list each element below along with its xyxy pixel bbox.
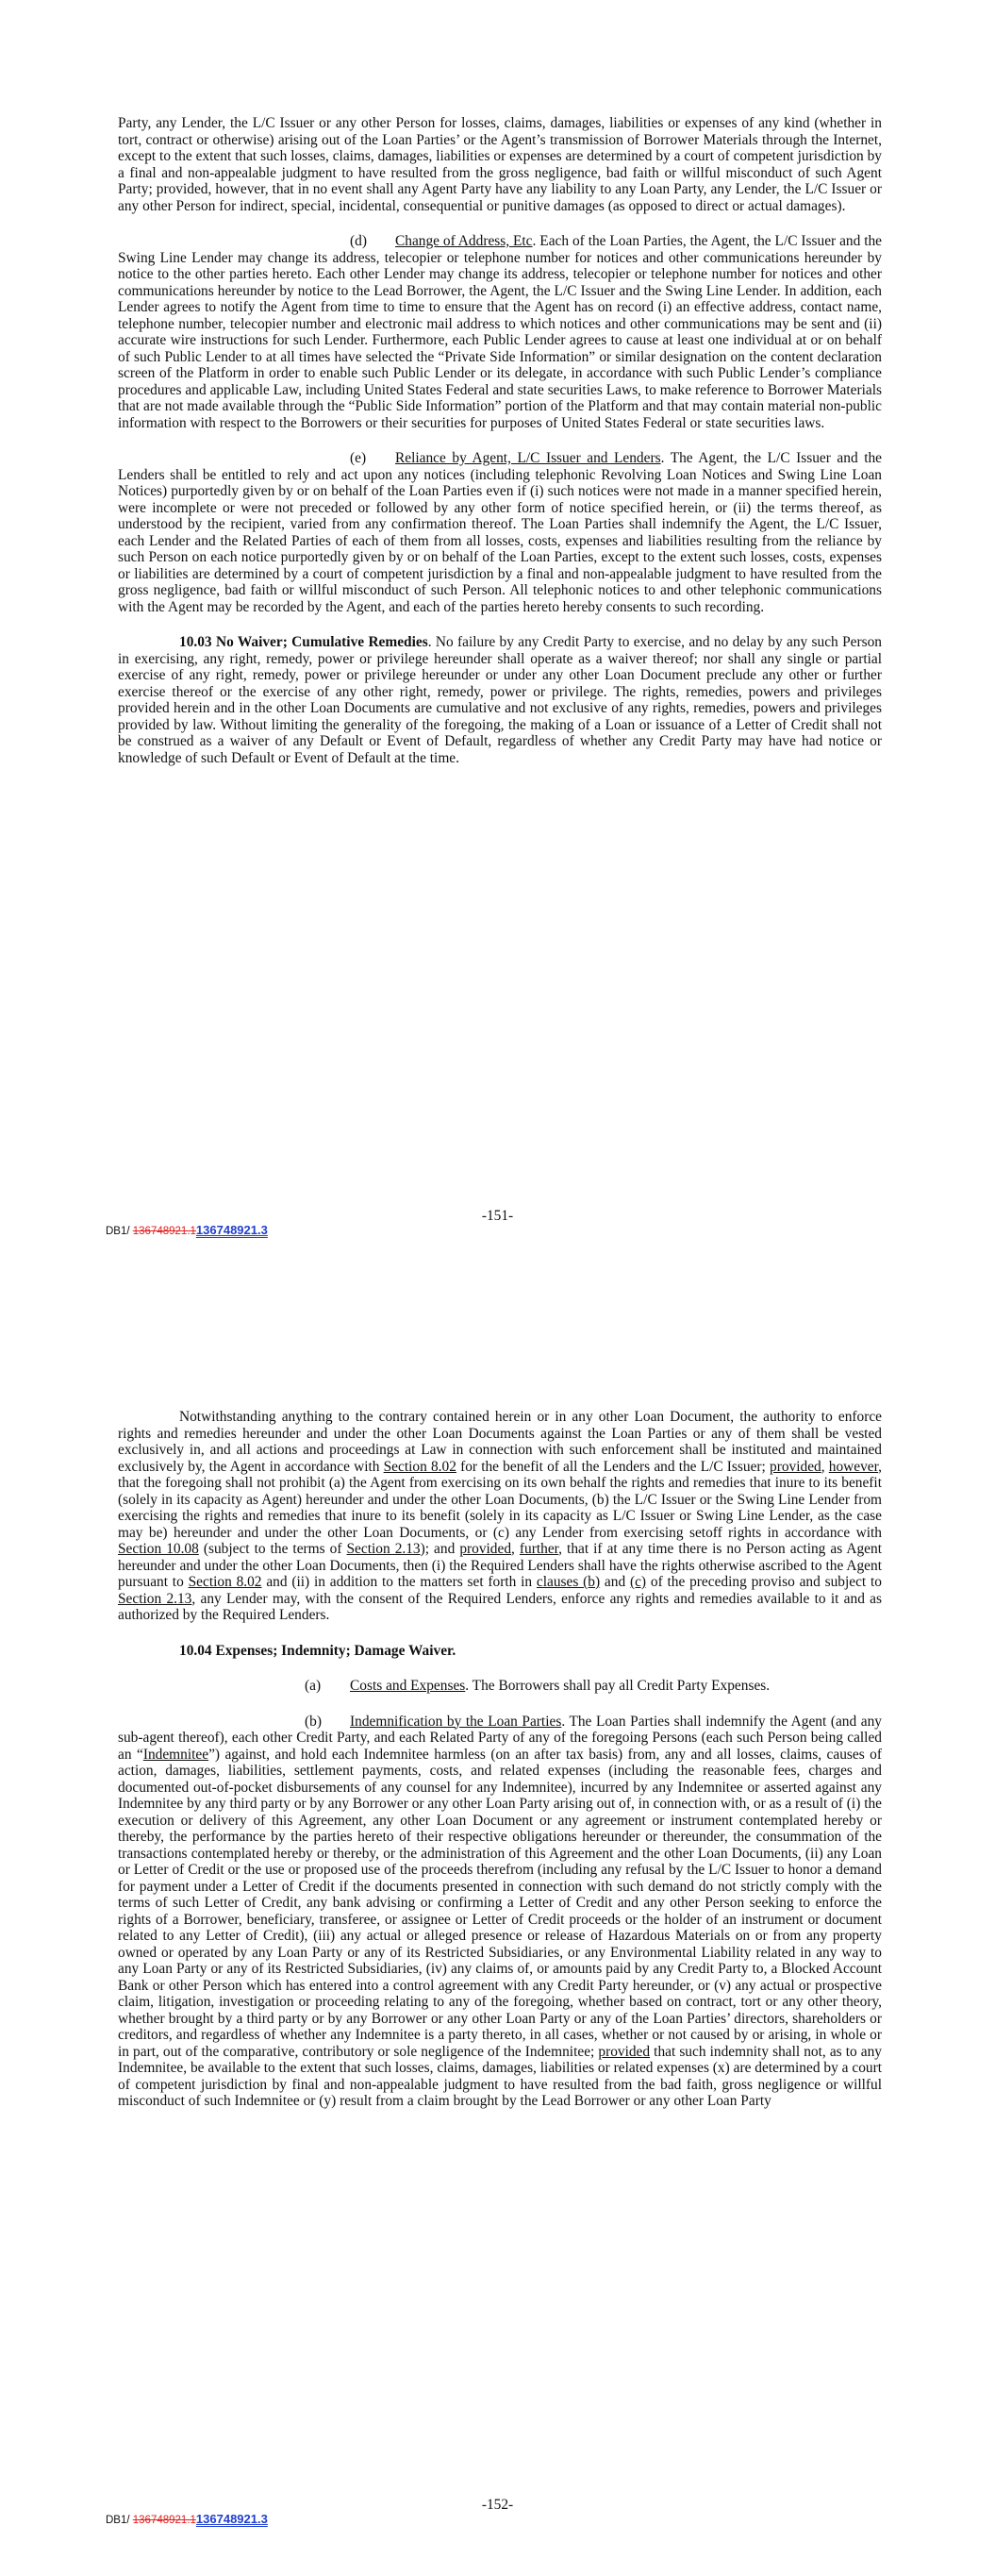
text: , (511, 1541, 520, 1557)
clause-title: Indemnification by the Loan Parties (350, 1713, 562, 1730)
cross-reference: Section 10.08 (118, 1541, 199, 1557)
defined-term: however (828, 1458, 879, 1475)
section-heading: 10.03 No Waiver; Cumulative Remedies (179, 634, 428, 650)
clause-text: ”) against, and hold each Indemnitee harmless (on an after tax basis) from, any and all losses, claims, causes of action, damages, liabilities, settlement payments, costs, and related expenses (including the reasonable fees, charges and documented out-of-pocket disbursements of any counsel for any Indemnitee), incurred by any Indemnitee or asserted against any Indemnitee by any third party or by any Borrower or any other Loan Party arising out of, in connection with, or as a result of (i) the execution or delivery of this Agreement, any other Loan Document or any agreement or instrument contemplated hereby or thereby, the performance by the parties hereto of their respective obligations hereunder or thereunder, the consummation of the transactions contemplated hereby or thereby, or the administration of this Agreement and the other Loan Documents, (ii) any Loan or Letter of Credit or the use or proposed use of the proceeds therefrom (including any refusal by the L/C Issuer to honor a demand for payment under a Letter of Credit if the documents presented in connection with such demand do not strictly comply with the terms of such Letter of Credit, any bank advising or confirming a Letter of Credit and any other Person seeking to enforce the rights of a Borrower, beneficiary, transferee, or assignee or Letter of Credit proceeds or the holder of an instrument or document related to any Letter of Credit), (iii) any actual or alleged presence or release of Hazardous Materials on or from any property owned or operated by any Loan Party or any of its Restricted Subsidiaries, or any Environmental Liability related in any way to any Loan Party or any of its Restricted Subsidiaries, (iv) any claims of, or amounts paid by any Credit Party to, a Blocked Account Bank or other Person which has entered into a control agreement with any Credit Party hereunder, or (v) any actual or prospective claim, litigation, investigation or proceeding relating to any of the foregoing, whether based on contract, tort or any other theory, whether brought by a third party or by any Borrower or any other Loan Party or any of the Loan Parties’ directors, shareholders or creditors, and regardless of whether any Indemnitee is a party thereto, in all cases, whether or not caused by or arising, in whole or in part, out of the comparative, contributory or sole negligence of the Indemnitee; (118, 1746, 882, 2060)
defined-term: further (519, 1541, 559, 1557)
clause-title: Change of Address, Etc (395, 233, 533, 249)
paragraph-10-04-b (118, 1714, 882, 2110)
doc-id-inserted: 136748921.3 (195, 1223, 268, 1237)
section-10-03 (118, 634, 882, 766)
paragraph-10-02-d (118, 233, 882, 431)
defined-term: provided (598, 2043, 651, 2060)
text: , any Lender may, with the consent of the Required Lenders, enforce any rights and remedies available to it and as authorized by the Required Lenders. (118, 1590, 882, 1623)
cross-reference: Section 2.13 (346, 1541, 421, 1557)
paragraph-continuation: Party, any Lender, the L/C Issuer or any other Person for losses, claims, damages, liabilities or expenses of any kind (whether in tort, contract or otherwise) arising out of the Loan Parties’ or the Agent’s transmission of Borrower Materials through the Internet, except to the extent that such losses, claims, damages, liabilities or expenses are determined by a court of competent jurisdiction by a final and non-appealable judgment to have resulted from the gross negligence, bad faith or willful misconduct of such Agent Party; provided, however, that in no event shall any Agent Party have any liability to any Loan Party, any Lender, the L/C Issuer or any other Person for indirect, special, incidental, consequential or punitive damages (as opposed to direct or actual damages). (118, 115, 882, 214)
text: ); and (420, 1541, 460, 1557)
clause-label: (e) (350, 450, 367, 466)
cross-reference: Section 8.02 (383, 1458, 456, 1475)
clause-text: . The Borrowers shall pay all Credit Party Expenses. (465, 1678, 771, 1694)
page-152 (0, 1274, 995, 2576)
doc-id-deleted: 136748921.1 (132, 2515, 196, 2526)
clause-text: . The Agent, the L/C Issuer and the Lenders shall be entitled to rely and act upon any notices (including telephonic Revolving Loan Notices and Swing Line Loan Notices) purportedly given by or on behalf of the Loan Parties even if (i) such notices were not made in a manner specified herein, were incomplete or were not preceded or followed by any other form of notice specified herein, or (ii) the terms thereof, as understood by the recipient, varied from any confirmation thereof. The Loan Parties shall indemnify the Agent, the L/C Issuer, each Lender and the Related Parties of each of them from all losses, costs, expenses and liabilities resulting from the reliance by such Person on each notice purportedly given by or on behalf of the Loan Parties, except to the extent such losses, costs, expenses or liabilities are determined by a court of competent jurisdiction by a final and non-appealable judgment to have resulted from the gross negligence, bad faith or willful misconduct of such Person. All telephonic notices to and other telephonic communications with the Agent may be recorded by the Agent, and each of the parties hereto hereby consents to such recording. (118, 450, 882, 615)
doc-id-deleted: 136748921.1 (132, 1226, 196, 1237)
clause-text: . Each of the Loan Parties, the Agent, the L/C Issuer and the Swing Line Lender may change its address, telecopier or telephone number for notices and other communications hereunder by notice to the other parties hereto. Each other Lender may change its address, telecopier or telephone number for notices and other communications hereunder by notice to the Lead Borrower, the Agent, the L/C Issuer and the Swing Line Lender. In addition, each Lender agrees to notify the Agent from time to time to ensure that the Agent has on record (i) an effective address, contact name, telephone number, telecopier number and electronic mail address to which notices and other communications may be sent and (ii) accurate wire instructions for such Lender. Furthermore, each Public Lender agrees to cause at least one individual at or on behalf of such Public Lender to at all times have selected the “Private Side Information” or similar designation on the content declaration screen of the Platform in order to enable such Public Lender or its delegate, in accordance with such Public Lender’s compliance procedures and applicable Law, including United States Federal and state securities Laws, to make reference to Borrower Materials that are not made available through the “Public Side Information” portion of the Platform and that may contain material non-public information with respect to the Borrowers or their securities for purposes of United States Federal or state securities laws. (118, 233, 883, 431)
clause-label: (d) (350, 233, 367, 249)
paragraph-10-02-e (118, 450, 882, 615)
defined-term: provided (459, 1541, 512, 1557)
clause-title: Reliance by Agent, L/C Issuer and Lenders (395, 450, 661, 466)
page-body (118, 1409, 882, 2129)
text: Notwithstanding anything to the contrary contained herein or in any other Loan Document, the authority to enforce rights and remedies hereunder and under the other Loan Documents against the Loan Parties or any of them shall be vested exclusively in, and all actions and proceedings at Law in connection with such enforcement shall be instituted and maintained exclusively by, the Agent in accordance with (118, 1409, 882, 1475)
paragraph-10-04-a (118, 1678, 882, 1695)
text: , that if at any time there is no Person acting as Agent hereunder and under the other Loan Documents, then (i) the Required Lenders shall have the rights otherwise ascribed to the Agent pursuant to (118, 1541, 882, 1590)
text: , (821, 1458, 829, 1475)
page-151 (0, 0, 995, 1274)
page-number: -152- (481, 2497, 514, 2513)
clause-label: (b) (305, 1713, 322, 1730)
clause-label: (a) (305, 1678, 322, 1694)
section-text: . No failure by any Credit Party to exercise, and no delay by any such Person in exercising, any right, remedy, power or privilege hereunder shall operate as a waiver thereof; nor shall any single or partial exercise of any right, remedy, power or privilege hereunder or under any other Loan Document preclude any other or further exercise thereof or the exercise of any other right, remedy, power or privilege. The rights, remedies, powers and privileges provided herein and in the other Loan Documents are cumulative and not exclusive of any rights, remedies, powers and privileges provided by law. Without limiting the generality of the foregoing, the making of a Loan or issuance of a Letter of Credit shall not be construed as a waiver of any Default or Event of Default, regardless of whether any Credit Party may have had notice or knowledge of such Default or Event of Default at the time. (118, 634, 882, 766)
clause-text: . The Loan Parties shall indemnify the Agent (and any sub-agent thereof), each other Credit Party, and each Related Party of any of the foregoing Persons (each such Person being called an “ (118, 1713, 882, 1763)
text: (subject to the terms of (198, 1541, 347, 1557)
cross-reference: (c) (629, 1574, 647, 1590)
text: of the preceding proviso and subject to (646, 1574, 882, 1590)
cross-reference: Section 2.13 (118, 1590, 192, 1607)
text: and (600, 1574, 630, 1590)
doc-id-prefix: DB1/ (106, 2515, 133, 2526)
clause-text: that such indemnity shall not, as to any Indemnitee, be available to the extent that such losses, claims, damages, liabilities or related expenses (x) are determined by a court of competent jurisdiction by final and non-appealable judgment to have resulted from the bad faith, gross negligence or willful misconduct of such Indemnitee or (y) result from a claim brought by the Lead Borrower or any other Loan Party (118, 2043, 882, 2109)
doc-id-prefix: DB1/ (106, 1226, 133, 1237)
page-number: -151- (481, 1208, 514, 1224)
defined-term: provided (770, 1458, 821, 1475)
text: for the benefit of all the Lenders and the L/C Issuer; (456, 1458, 771, 1475)
defined-term: Indemnitee (142, 1746, 209, 1763)
page-body (118, 115, 882, 785)
cross-reference: clauses (b) (536, 1574, 601, 1590)
text: , that the foregoing shall not prohibit (a) the Agent from exercising on its own behalf the rights and remedies that inure to its benefit (solely in its capacity as Agent) hereunder and under the other Loan Documents, (b) the L/C Issuer or the Swing Line Lender from exercising the rights and remedies that inure to its benefit (solely in its capacity as L/C Issuer or Swing Line Lender, as the case may be) hereunder and under the other Loan Documents, or (c) any Lender from exercising setoff rights in accordance with (118, 1458, 882, 1541)
document-id (106, 2512, 268, 2526)
cross-reference: Section 8.02 (188, 1574, 262, 1590)
clause-title: Costs and Expenses (350, 1678, 466, 1694)
section-10-04-heading: 10.04 Expenses; Indemnity; Damage Waiver. (179, 1642, 456, 1659)
document-id (106, 1223, 268, 1237)
paragraph-enforcement (118, 1409, 882, 1624)
doc-id-inserted: 136748921.3 (195, 2512, 268, 2526)
text: and (ii) in addition to the matters set forth in (261, 1574, 537, 1590)
